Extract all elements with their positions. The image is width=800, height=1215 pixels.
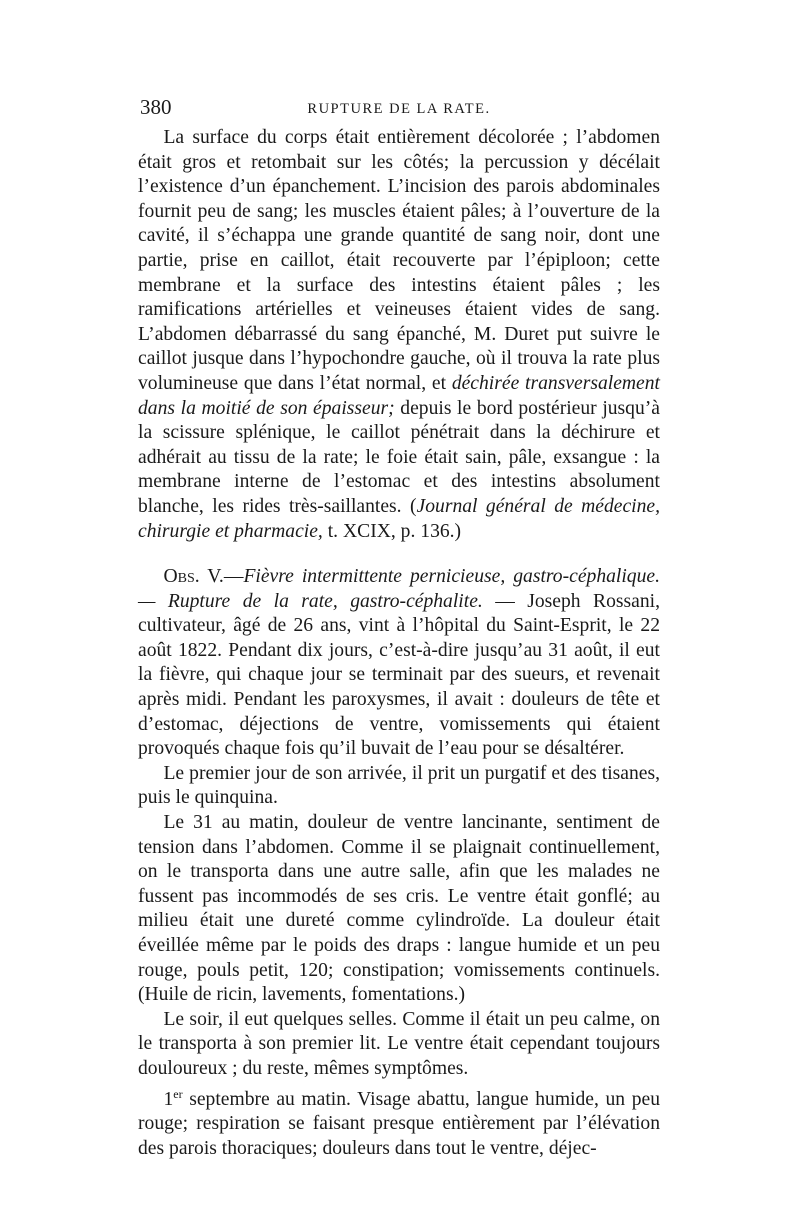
observation-label: Obs. V.: [163, 566, 224, 588]
text-run: Le soir, il eut quelques selles. Comme il était un peu calme, on le transporta à son premier lit. Le ventre était cependant toujours douloureux ; du reste, mêmes symptômes.: [138, 1008, 660, 1079]
ordinal: 1: [163, 1088, 174, 1110]
text-run: t. XCIX, p. 136.): [322, 520, 462, 542]
paragraph-first-day: [138, 762, 660, 811]
italic-emphasis: déchirée transversalement dans la moitié de son épaisseur;: [138, 372, 660, 419]
paragraph-observation-5: [138, 565, 660, 762]
text-run: La surface du corps était entièrement décolorée ; l’abdomen était gros et retombait sur les côtés; la percussion y décélait l’existence d’un épanchement. L’incision des parois abdominales fournit peu de sang; les muscles étaient pâles; à l’ouverture de la cavité, il s’échappa une grande quantité de sang noir, dont une partie, prise en caillot, était recouverte par l’épiploon; cette membrane et la surface des intestins étaient pâles ; les ramifications artérielles et veineuses étaient vides de sang. L’abdomen débarrassé du sang épanché, M. Duret put suivre le caillot jusque dans l’hypochondre gauche, où il trouva la rate plus volumineuse que dans l’état normal, et: [138, 127, 660, 394]
text-run: depuis le bord postérieur jusqu’à la scissure splénique, le caillot pénétrait dans la déchirure et adhérait au tissu de la rate; le foie était sain, pâle, exsangue : la membrane interne de l’estomac et des intestins absolument blanche, les rides très-saillantes. (: [138, 397, 660, 517]
text-run: — Joseph Rossani, cultivateur, âgé de 26 ans, vint à l’hôpital du Saint-Esprit, le 22 août 1822. Pendant dix jours, c’est-à-dire jusqu’au 31 août, il eut la fièvre, qui chaque jour se terminait par des sueurs, et revenait après midi. Pendant les paroxysmes, il avait : douleurs de tête et d’estomac, déjections de ventre, vomissements qui étaient provoqués chaque fois qu’il buvait de l’eau pour se désaltérer.: [138, 590, 660, 760]
paragraph-31-morning: [138, 811, 660, 1008]
text-run: Le 31 au matin, douleur de ventre lancinante, sentiment de tension dans l’abdomen. Comme il se plaignait continuellement, on le transporta dans une autre salle, afin que les malades ne fussent pas incommodés de ses cris. Le ventre était gonflé; au milieu était une dureté comme cylindroïde. La douleur était éveillée même par le poids des draps : langue humide et un peu rouge, pouls petit, 120; constipation; vomissements continuels. (Huile de ricin, lavements, fomentations.): [138, 812, 660, 1006]
book-page: [138, 92, 660, 1161]
text-run: septembre au matin. Visage abattu, langue humide, un peu rouge; respiration se faisant presque entièrement par l’élévation des parois thoraciques; douleurs dans tout le ventre, déjec-: [138, 1088, 660, 1159]
ordinal-superscript: er: [173, 1086, 183, 1101]
dash: —: [223, 566, 244, 588]
text-run: Le premier jour de son arrivée, il prit un purgatif et des tisanes, puis le quinquina.: [138, 762, 660, 809]
paragraph-autopsy: [138, 126, 660, 544]
paragraph-evening: [138, 1008, 660, 1082]
observation-title: Fièvre intermittente pernicieuse, gastro-céphalique.— Rupture de la rate, gastro-céphalite.: [138, 566, 660, 612]
running-title: RUPTURE DE LA RATE.: [307, 101, 491, 117]
page-body: [138, 126, 660, 1161]
journal-citation: Journal général de médecine, chirurgie et pharmacie,: [138, 495, 661, 542]
page-header: [138, 92, 660, 122]
paragraph-september-1: [138, 1082, 660, 1162]
page-number: 380: [140, 95, 172, 119]
